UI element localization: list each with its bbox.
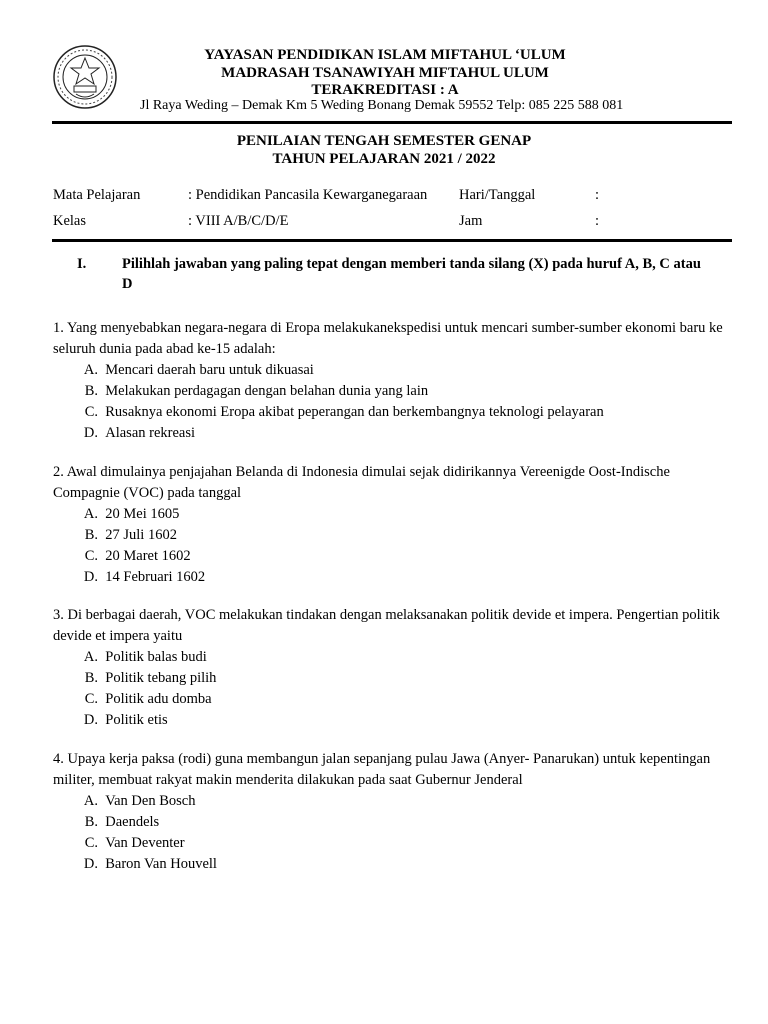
header-divider [52, 121, 732, 124]
option-letter: A. [83, 506, 98, 522]
time-value: : [595, 213, 600, 229]
option-letter: C. [84, 691, 98, 707]
option-letter: A. [83, 362, 98, 378]
foundation-name: YAYASAN PENDIDIKAN ISLAM MIFTAHUL ‘ULUM [204, 47, 566, 63]
option-text: 20 Maret 1602 [105, 548, 191, 564]
exam-year: TAHUN PELAJARAN 2021 / 2022 [272, 151, 496, 167]
option-letter: B. [84, 383, 98, 399]
option-c[interactable] [53, 546, 723, 567]
day-value: : [595, 187, 600, 203]
question-stem: 4. Upaya kerja paksa (rodi) guna membangun jalan sepanjang pulau Jawa (Anyer- Panarukan) untuk kepentingan militer, membuat rakyat makin menderita dilakukan pada saat Gubernur Jenderal [53, 751, 711, 788]
option-text: Politik balas budi [105, 649, 207, 665]
question-stem: 2. Awal dimulainya penjajahan Belanda di Indonesia dimulai sejak didirikannya Vereenigde Oost-Indische Compagnie (VOC) pada tanggal [53, 464, 670, 501]
option-a[interactable] [53, 504, 723, 525]
option-d[interactable] [53, 854, 723, 875]
info-divider [52, 239, 732, 242]
time-label: Jam [459, 213, 483, 229]
option-a[interactable] [53, 647, 723, 668]
option-c[interactable] [53, 833, 723, 854]
option-b[interactable] [53, 812, 723, 833]
option-text: 27 Juli 1602 [105, 527, 177, 543]
option-letter: B. [84, 814, 98, 830]
option-letter: A. [83, 793, 98, 809]
school-name: MADRASAH TSANAWIYAH MIFTAHUL ULUM [221, 65, 549, 81]
subject-label: Mata Pelajaran [53, 187, 141, 203]
class-value: : VIII A/B/C/D/E [188, 213, 289, 229]
option-letter: C. [84, 404, 98, 420]
option-b[interactable] [53, 381, 723, 402]
day-label: Hari/Tanggal [459, 187, 536, 203]
school-address: Jl Raya Weding – Demak Km 5 Weding Bonang Demak 59552 Telp: 085 225 588 081 [140, 98, 624, 113]
option-letter: B. [84, 670, 98, 686]
option-letter: C. [84, 548, 98, 564]
section-instruction: Pilihlah jawaban yang paling tepat dengan memberi tanda silang (X) pada huruf A, B, C atau D [122, 256, 701, 292]
option-text: 20 Mei 1605 [105, 506, 180, 522]
option-b[interactable] [53, 525, 723, 546]
option-d[interactable] [53, 567, 723, 588]
question-stem: 1. Yang menyebabkan negara-negara di Eropa melakukanekspedisi untuk mencari sumber-sumber ekonomi baru ke seluruh dunia pada abad ke-15 adalah: [53, 320, 723, 357]
class-label: Kelas [53, 213, 87, 229]
option-letter: D. [83, 856, 98, 872]
option-text: Politik etis [105, 712, 168, 728]
option-text: Van Deventer [105, 835, 185, 851]
subject-value: : Pendidikan Pancasila Kewarganegaraan [188, 187, 428, 203]
option-text: Baron Van Houvell [105, 856, 217, 872]
option-d[interactable] [53, 710, 723, 731]
section-number: I. [77, 256, 87, 272]
option-a[interactable] [53, 360, 723, 381]
exam-title: PENILAIAN TENGAH SEMESTER GENAP [236, 133, 532, 149]
question-4 [53, 749, 723, 875]
option-text: Van Den Bosch [105, 793, 196, 809]
option-text: Melakukan perdagagan dengan belahan dunia yang lain [105, 383, 429, 399]
question-2 [53, 462, 723, 588]
option-letter: D. [83, 425, 98, 441]
question-3 [53, 605, 723, 731]
option-letter: C. [84, 835, 98, 851]
option-letter: B. [84, 527, 98, 543]
option-b[interactable] [53, 668, 723, 689]
option-text: Politik tebang pilih [105, 670, 217, 686]
option-text: Mencari daerah baru untuk dikuasai [105, 362, 314, 378]
option-c[interactable] [53, 402, 723, 423]
option-text: Rusaknya ekonomi Eropa akibat peperangan dan berkembangnya teknologi pelayaran [105, 404, 604, 420]
school-logo-icon [52, 44, 118, 110]
option-text: Politik adu domba [105, 691, 212, 707]
option-c[interactable] [53, 689, 723, 710]
question-1 [53, 318, 723, 444]
option-d[interactable] [53, 423, 723, 444]
option-letter: A. [83, 649, 98, 665]
option-text: Daendels [105, 814, 160, 830]
option-letter: D. [83, 569, 98, 585]
option-letter: D. [83, 712, 98, 728]
accreditation: TERAKREDITASI : A [311, 82, 459, 98]
option-text: Alasan rekreasi [105, 425, 196, 441]
option-text: 14 Februari 1602 [105, 569, 206, 585]
question-stem: 3. Di berbagai daerah, VOC melakukan tindakan dengan melaksanakan politik devide et impera. Pengertian politik devide et impera yaitu [53, 607, 720, 644]
option-a[interactable] [53, 791, 723, 812]
